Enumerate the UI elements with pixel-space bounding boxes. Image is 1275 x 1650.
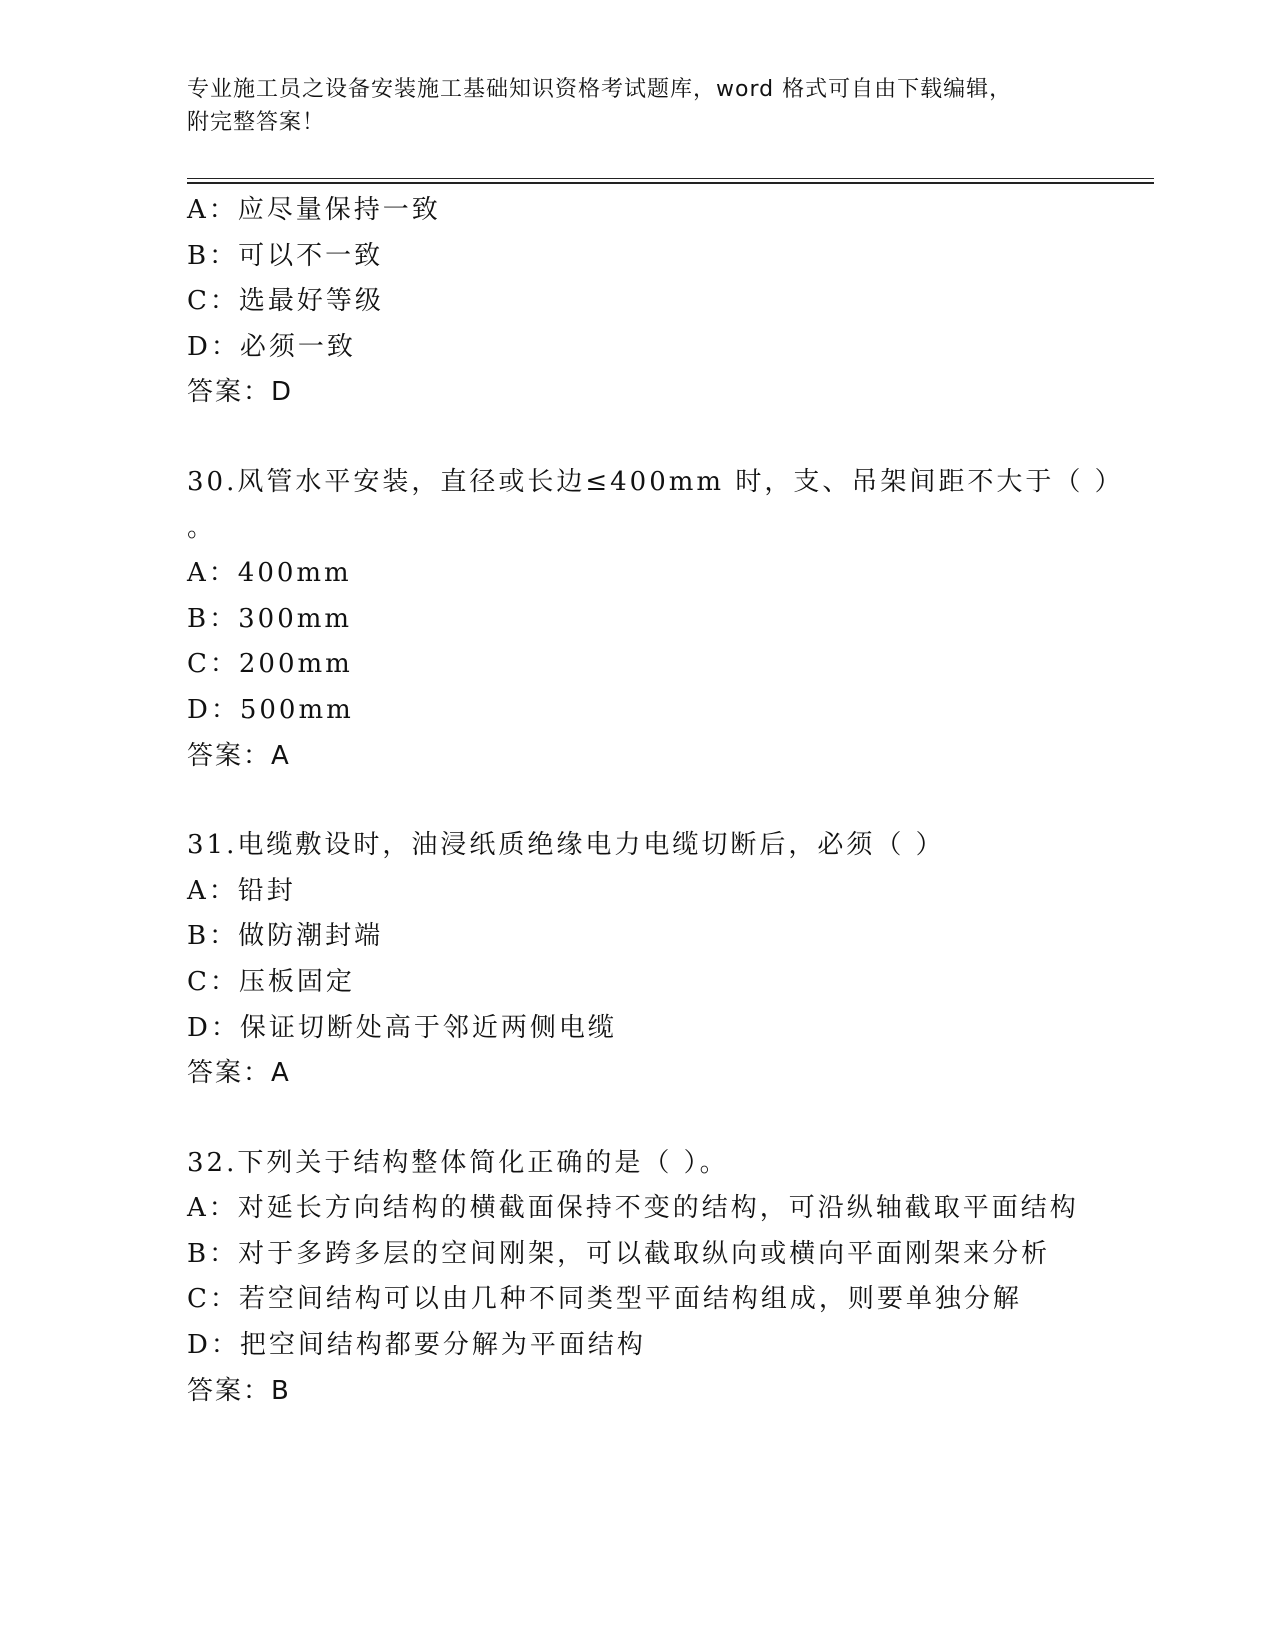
question-stem: 30.风管水平安装，直径或长边≤400mm 时，支、吊架间距不大于（ ） xyxy=(187,466,1124,497)
question-stem-continuation: 。 xyxy=(187,512,217,543)
document-header xyxy=(187,73,1067,139)
option-c: C：若空间结构可以由几种不同类型平面结构组成，则要单独分解 xyxy=(187,1284,1022,1315)
header-divider-thick xyxy=(187,182,1154,184)
answer-line: 答案：A xyxy=(187,740,291,771)
option-b: B：对于多跨多层的空间刚架，可以截取纵向或横向平面刚架来分析 xyxy=(187,1238,1051,1269)
option-c: C：压板固定 xyxy=(187,966,355,997)
option-b: B：可以不一致 xyxy=(187,240,384,271)
option-d: D：保证切断处高于邻近两侧电缆 xyxy=(187,1012,617,1043)
question-content xyxy=(187,188,1154,1414)
option-b: B：做防潮封端 xyxy=(187,921,384,952)
header-divider-thin xyxy=(187,178,1154,179)
answer-line: 答案：B xyxy=(187,1375,291,1406)
answer-line: 答案：A xyxy=(187,1058,291,1089)
option-b: B：300mm xyxy=(187,603,353,634)
option-c: C：200mm xyxy=(187,649,353,680)
option-d: D：把空间结构都要分解为平面结构 xyxy=(187,1330,646,1361)
answer-line: 答案：D xyxy=(187,377,294,408)
option-d: D：必须一致 xyxy=(187,331,356,362)
question-block-31 xyxy=(187,823,1154,1097)
option-a: A：铅封 xyxy=(187,875,296,906)
question-block-29-continued xyxy=(187,188,1154,416)
question-block-32 xyxy=(187,1141,1154,1415)
option-c: C：选最好等级 xyxy=(187,286,384,317)
question-block-30 xyxy=(187,460,1154,779)
question-stem: 31.电缆敷设时，油浸纸质绝缘电力电缆切断后，必须（ ） xyxy=(187,830,945,861)
header-line-1: 专业施工员之设备安装施工基础知识资格考试题库，word 格式可自由下载编辑， xyxy=(187,77,1013,102)
option-d: D：500mm xyxy=(187,694,354,725)
option-a: A：应尽量保持一致 xyxy=(187,195,441,225)
question-stem: 32.下列关于结构整体简化正确的是（ ）。 xyxy=(187,1147,729,1178)
option-a: A：对延长方向结构的横截面保持不变的结构，可沿纵轴截取平面结构 xyxy=(187,1193,1079,1224)
option-a: A：400mm xyxy=(187,558,352,589)
header-line-2: 附完整答案！ xyxy=(187,110,326,135)
